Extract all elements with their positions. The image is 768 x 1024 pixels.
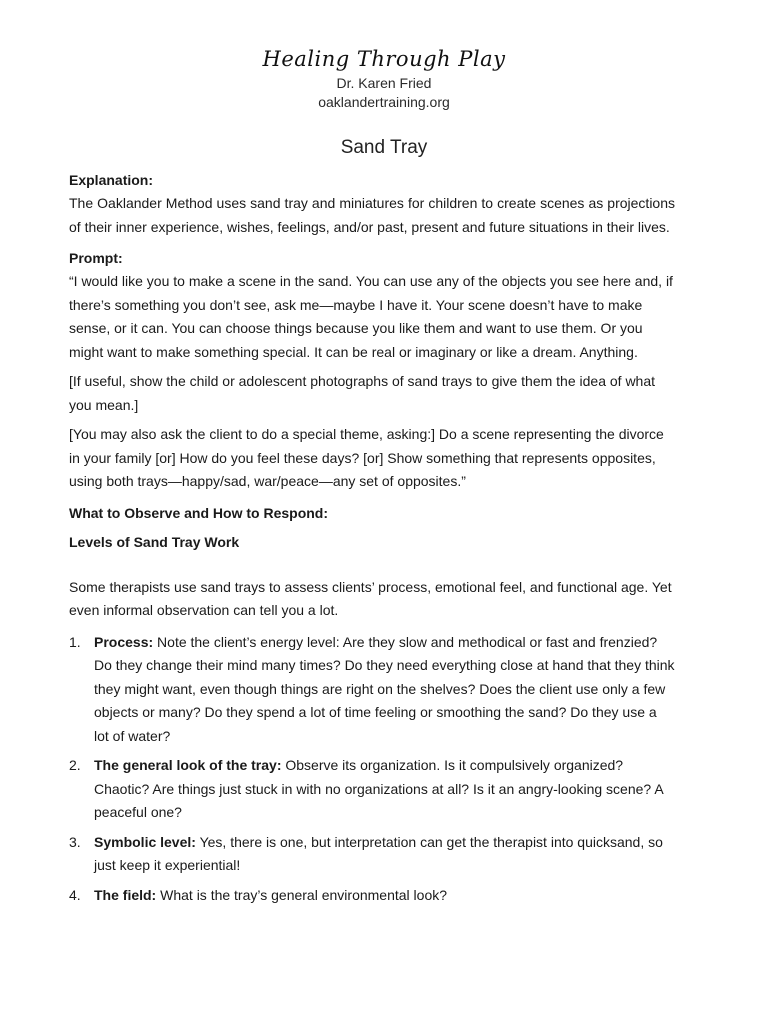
list-item-label: Symbolic level: bbox=[94, 833, 196, 850]
levels-list bbox=[69, 631, 675, 908]
list-item bbox=[69, 631, 675, 749]
document-body bbox=[69, 169, 675, 913]
brand-logo-text: Healing Through Play bbox=[262, 47, 506, 71]
document-header bbox=[0, 44, 768, 112]
explanation-text: The Oaklander Method uses sand tray and miniatures for children to create scenes as projections of their inner experience, wishes, feelings, and/or past, present and future situations in their lives. bbox=[69, 195, 675, 235]
list-number: 3. bbox=[69, 833, 81, 850]
list-item-text: Yes, there is one, but interpretation can get the therapist into quicksand, so just keep it experiential! bbox=[94, 833, 663, 873]
prompt-paragraph-2: [If useful, show the child or adolescent photographs of sand trays to give them the idea of what you mean.] bbox=[69, 373, 656, 413]
list-item-label: Process: bbox=[94, 633, 154, 650]
list-number: 4. bbox=[69, 886, 81, 903]
prompt-paragraph-3: [You may also ask the client to do a special theme, asking:] Do a scene representing the divorce in your family [or] How do you feel these days? [or] Show something that represents opposites, using both trays—happy/sad, war/peace—any set of opposites.” bbox=[69, 426, 664, 489]
author-name: Dr. Karen Fried bbox=[336, 75, 432, 91]
list-number: 1. bbox=[69, 633, 81, 650]
prompt-paragraph-1: “I would like you to make a scene in the sand. You can use any of the objects you see here and, if there’s something you don’t see, ask me—maybe I have it. Your scene doesn’t have to make sense, or it can. You can choose things because you like them and want to use them. Or you might want to make something special. It can be real or imaginary or like a dream. Anything. bbox=[69, 273, 673, 360]
list-item bbox=[69, 831, 675, 878]
prompt-heading: Prompt: bbox=[69, 250, 123, 266]
list-number: 2. bbox=[69, 757, 81, 773]
list-item-label: The field: bbox=[94, 886, 157, 903]
list-item bbox=[69, 884, 675, 908]
observe-intro: Some therapists use sand trays to assess clients’ process, emotional feel, and functional age. Yet even informal observation can tell you a lot. bbox=[69, 578, 672, 618]
observe-heading: What to Observe and How to Respond: bbox=[69, 504, 329, 521]
page-title: Sand Tray bbox=[340, 137, 428, 158]
explanation-heading: Explanation: bbox=[69, 172, 154, 188]
list-item-text: Note the client’s energy level: Are they slow and methodical or fast and frenzied? Do they change their mind many times? Do they need everything close at hand that they think they might want, even though things are right on the shelves? Does the client use only a few objects or many? Do they spend a lot of time feeling or smoothing the sand? Do they use a lot of water? bbox=[94, 633, 675, 744]
list-item-text: What is the tray’s general environmental look? bbox=[156, 886, 448, 903]
list-item-text: Observe its organization. Is it compulsively organized? Chaotic? Are things just stuck in with no organizations at all? Is it an angry-looking scene? A peaceful one? bbox=[94, 757, 663, 820]
website-url: oaklandertraining.org bbox=[318, 94, 450, 110]
list-item bbox=[69, 754, 675, 825]
levels-subheading: Levels of Sand Tray Work bbox=[69, 533, 240, 550]
list-item-label: The general look of the tray: bbox=[94, 757, 282, 773]
